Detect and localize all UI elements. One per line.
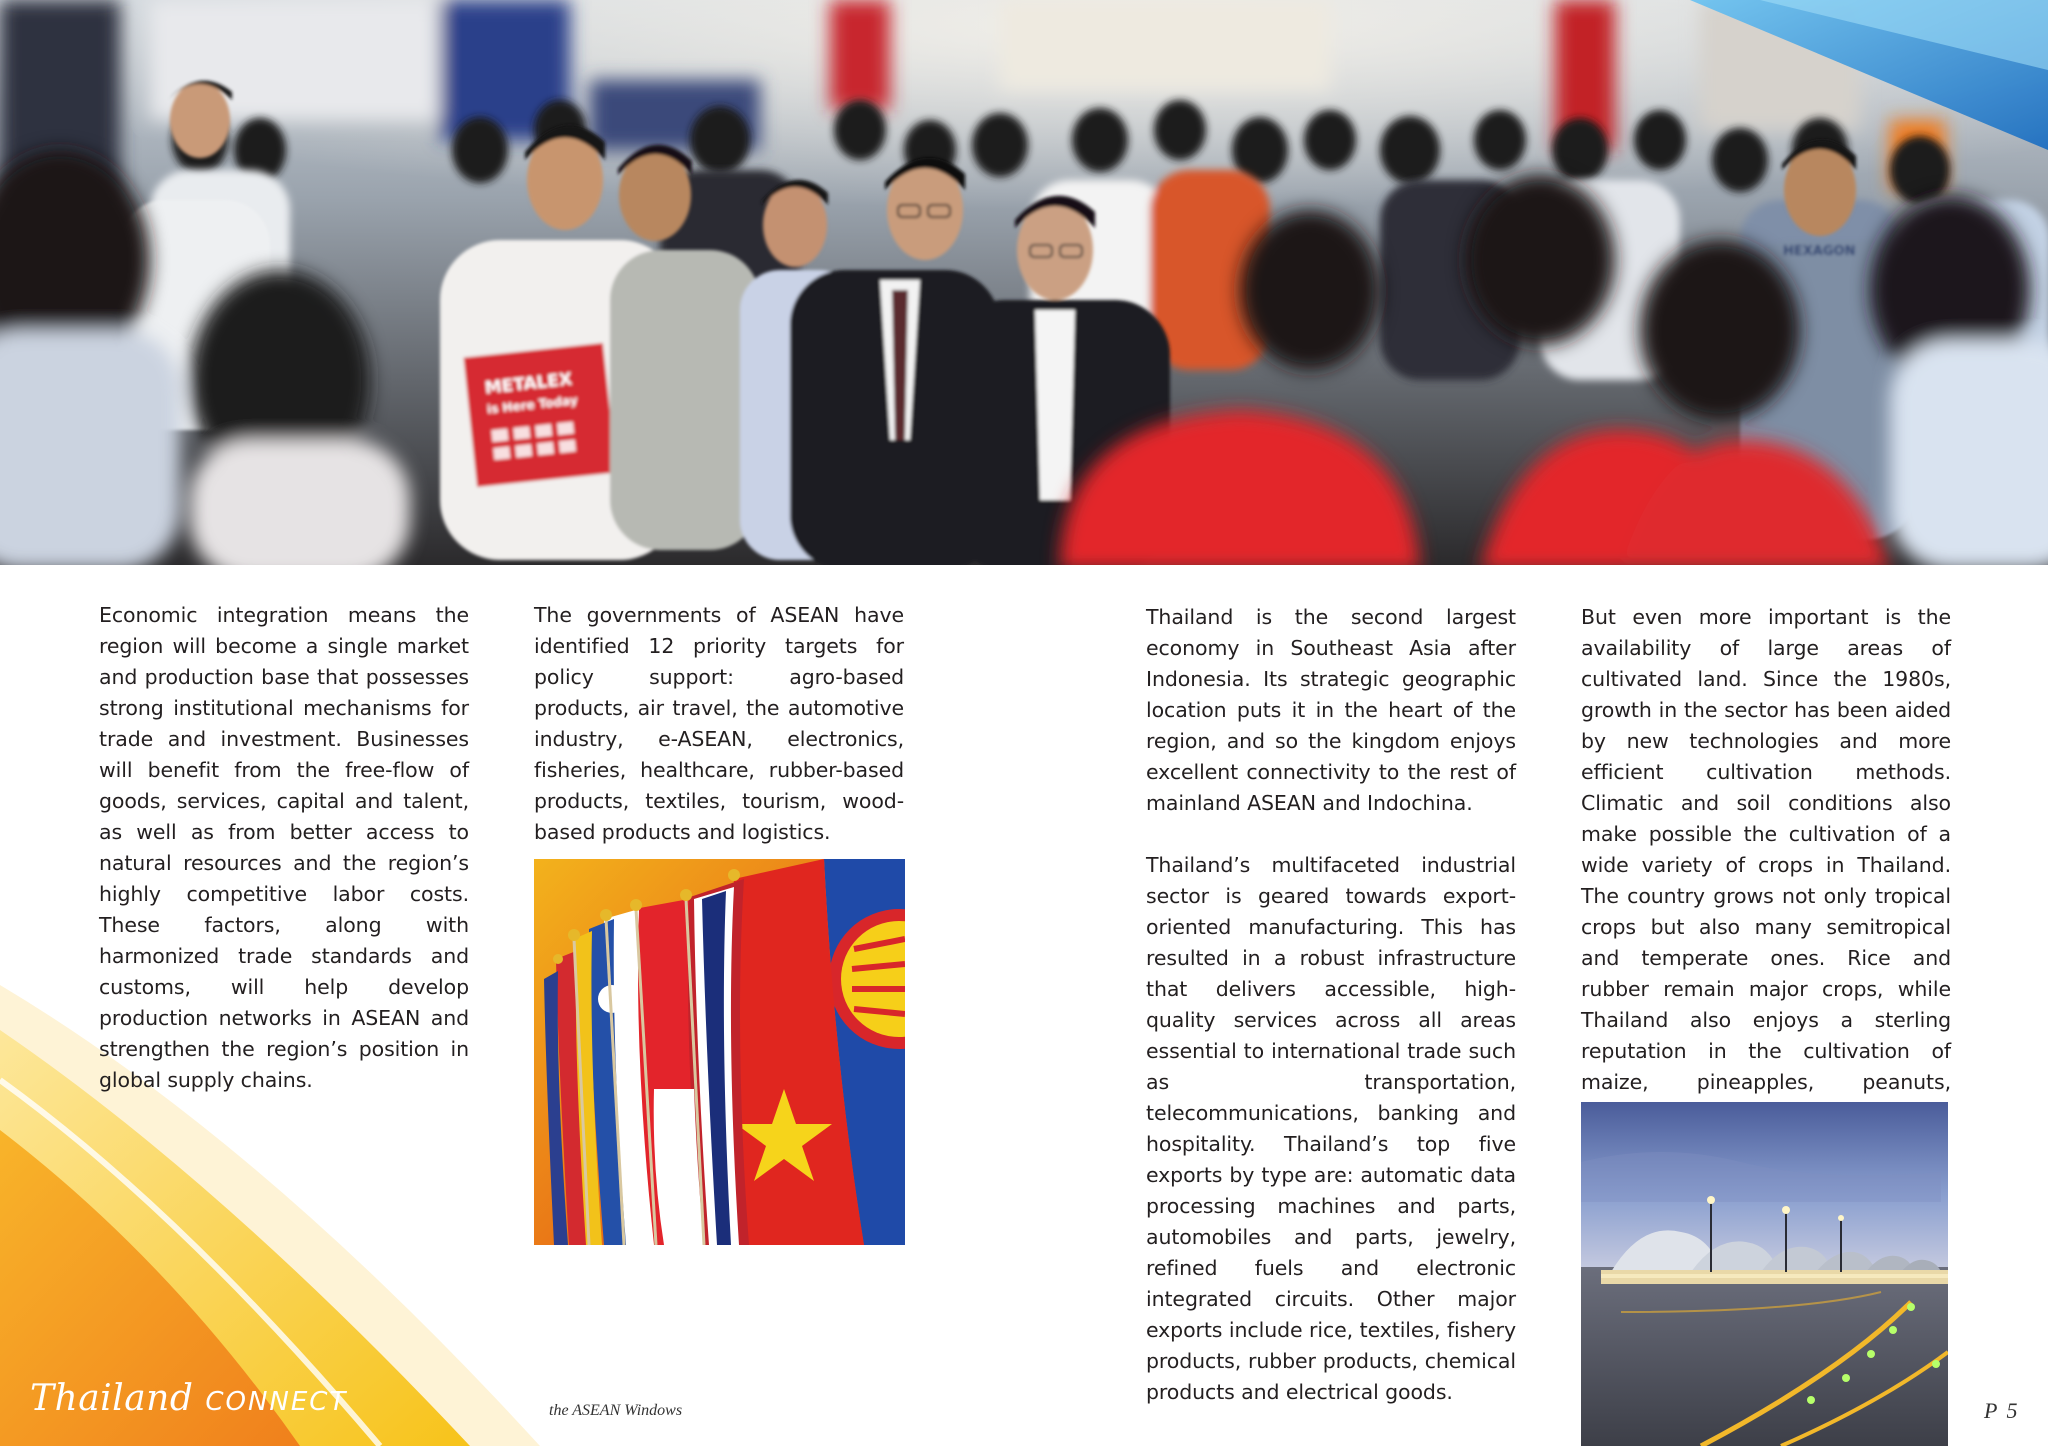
text-column-4 <box>1581 602 1951 1129</box>
sign-text: METALEX <box>483 369 574 399</box>
sign-subtext: is Here Today <box>486 393 579 417</box>
paragraph: But even more important is the availability of large areas of cultivated land. Since the 1980s, growth in the sector has been aided by new technologies and more efficient cultivation methods. Climatic and soil conditions also make possible the cultivation of a wide variety of crops in Thailand. The country grows not only tropical crops but also many semitropical and temperate ones. Rice and rubber remain major crops, while Thailand also enjoys a sterling reputation in the cultivation of maize, pineapples, peanuts, <box>1581 605 1951 1094</box>
logo-thailand-text: Thailand <box>30 1378 194 1419</box>
text-column-3 <box>1146 602 1516 1408</box>
asean-flags-photo <box>534 859 905 1245</box>
text-column-1 <box>99 600 469 1096</box>
paragraph: The governments of ASEAN have identified 12 priority targets for policy support: agro-based products, air travel, the automotive industry, e-ASEAN, electronics, fisheries, healthcare, rubber-based products, textiles, tourism, wood-based products and logistics. <box>534 603 904 844</box>
airport-photo <box>1581 1102 1948 1446</box>
page-number: P 5 <box>1984 1398 2020 1423</box>
section-title: the ASEAN Windows <box>549 1402 683 1419</box>
text-column-2 <box>534 600 904 848</box>
shirt-logo-text: HEXAGON <box>1783 244 1856 259</box>
paragraph: Thailand’s multifaceted industrial sector is geared towards export-oriented manufacturing. This has resulted in a robust infrastructure that delivers accessible, high-quality services across all areas essential to international trade such as transportation, telecommunications, banking and hospitality. Thailand’s top five exports by type are: automatic data processing machines and parts, automobiles and parts, jewelry, refined fuels and electronic integrated circuits. Other major exports include rice, textiles, fishery products, rubber products, chemical products and electrical goods. <box>1146 853 1516 1404</box>
paragraph: Economic integration means the region will become a single market and production base that possesses strong institutional mechanisms for trade and investment. Businesses will benefit from the free-flow of goods, services, capital and talent, as well as from better access to natural resources and the region’s highly competitive labor costs. These factors, along with harmonized trade standards and customs, will help develop production networks in ASEAN and strengthen the region’s position in global supply chains. <box>99 603 469 1092</box>
thailand-connect-logo <box>30 1378 347 1419</box>
logo-connect-text: CONNECT <box>205 1387 348 1417</box>
hero-photo-crowd <box>0 0 2048 565</box>
paragraph: Thailand is the second largest economy in Southeast Asia after Indonesia. Its strategic geographic location puts it in the heart of the region, and so the kingdom enjoys excellent connectivity to the rest of mainland ASEAN and Indochina. <box>1146 605 1516 815</box>
